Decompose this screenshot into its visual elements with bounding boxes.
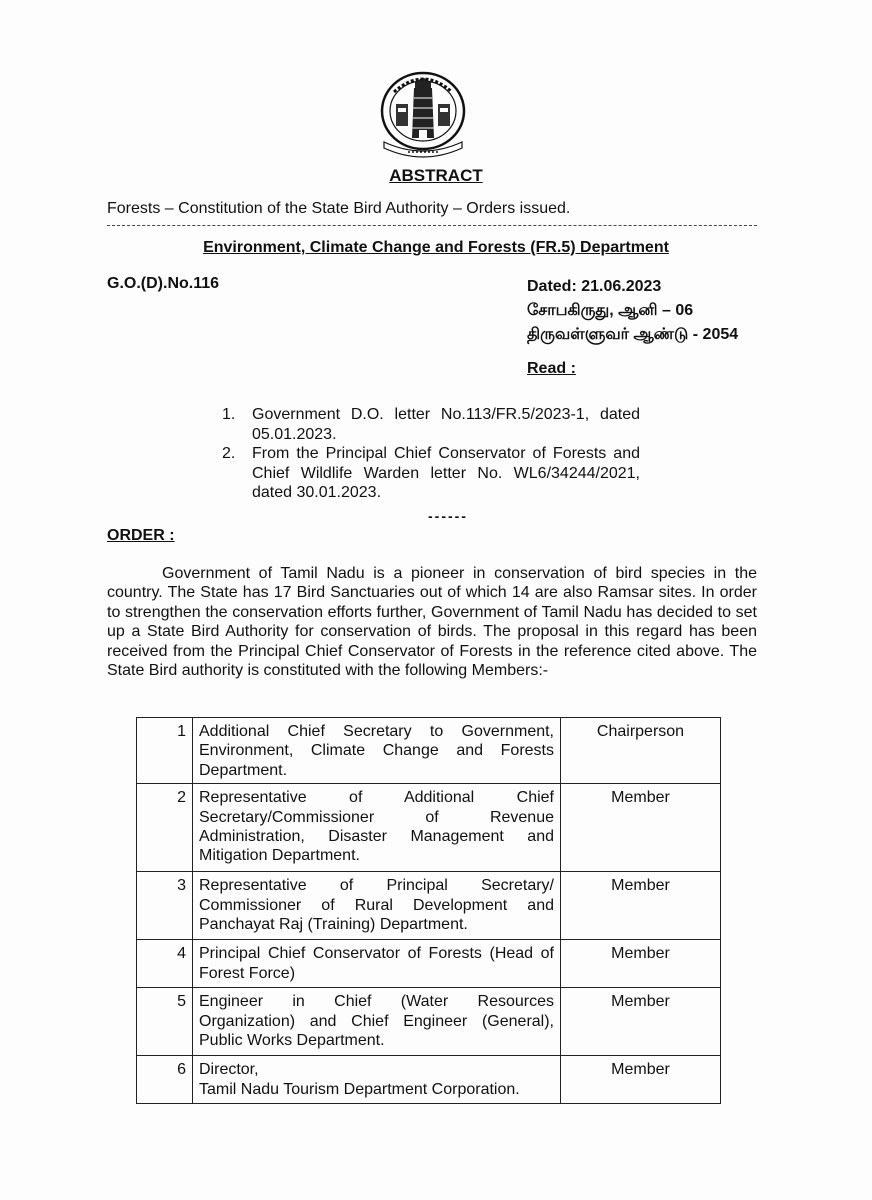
reference-number: 1. xyxy=(222,406,236,423)
member-number: 3 xyxy=(137,872,193,940)
reference-list xyxy=(222,405,640,503)
member-description-line: Director, xyxy=(199,1061,259,1079)
abstract-heading: ABSTRACT xyxy=(389,166,483,185)
table-row xyxy=(137,988,721,1056)
member-description xyxy=(193,1056,561,1104)
member-number: 5 xyxy=(137,988,193,1056)
date-block xyxy=(527,275,738,347)
member-number: 4 xyxy=(137,940,193,988)
member-description: Additional Chief Secretary to Government, Environment, Climate Change and Forests Department. xyxy=(193,718,561,784)
dashed-divider xyxy=(107,225,757,226)
table-row xyxy=(137,784,721,872)
member-number: 2 xyxy=(137,784,193,872)
member-role: Member xyxy=(561,940,721,988)
member-role: Member xyxy=(561,784,721,872)
member-number: 1 xyxy=(137,718,193,784)
read-label: Read : xyxy=(527,360,576,377)
member-number: 6 xyxy=(137,1056,193,1104)
member-description: Principal Chief Conservator of Forests (Head of Forest Force) xyxy=(193,940,561,988)
reference-item xyxy=(222,444,640,503)
reference-text: Government D.O. letter No.113/FR.5/2023-1, dated 05.01.2023. xyxy=(252,406,640,443)
reference-number: 2. xyxy=(222,445,236,462)
member-description: Representative of Principal Secretary/ Commissioner of Rural Development and Panchayat Raj (Training) Department. xyxy=(193,872,561,940)
member-role: Chairperson xyxy=(561,718,721,784)
order-paragraph: Government of Tamil Nadu is a pioneer in conservation of bird species in the country. The State has 17 Bird Sanctuaries out of which 14 are also Ramsar sites. In order to strengthen the conservation efforts further, Government of Tamil Nadu has decided to set up a State Bird Authority for conservation of birds. The proposal in this regard has been received from the Principal Chief Conservator of Forests in the reference cited above. The State Bird authority is constituted with the following Members:- xyxy=(107,565,757,680)
member-description-line: Tamil Nadu Tourism Department Corporation. xyxy=(199,1080,520,1098)
member-role: Member xyxy=(561,1056,721,1104)
order-label: ORDER : xyxy=(107,527,175,544)
department-heading: Environment, Climate Change and Forests (FR.5) Department xyxy=(203,239,669,256)
reference-separator: ------ xyxy=(428,508,468,524)
member-description: Representative of Additional Chief Secretary/Commissioner of Revenue Administration, Disaster Management and Mitigation Department. xyxy=(193,784,561,872)
member-description: Engineer in Chief (Water Resources Organization) and Chief Engineer (General), Public Works Department. xyxy=(193,988,561,1056)
member-role: Member xyxy=(561,988,721,1056)
member-role: Member xyxy=(561,872,721,940)
tamil-year: திருவள்ளுவர் ஆண்டு - 2054 xyxy=(527,326,739,343)
members-table xyxy=(136,717,721,1104)
table-row xyxy=(137,718,721,784)
table-row xyxy=(137,940,721,988)
tamil-date: சோபகிருது, ஆனி – 06 xyxy=(527,302,694,319)
tamil-nadu-emblem-icon xyxy=(368,68,478,162)
go-number: G.O.(D).No.116 xyxy=(107,275,220,292)
subject-line: Forests – Constitution of the State Bird Authority – Orders issued. xyxy=(107,200,571,217)
dated: Dated: 21.06.2023 xyxy=(527,278,662,295)
table-row xyxy=(137,872,721,940)
reference-text: From the Principal Chief Conservator of Forests and Chief Wildlife Warden letter No. WL6/34244/2021, dated 30.01.2023. xyxy=(252,445,640,501)
table-row xyxy=(137,1056,721,1104)
reference-item xyxy=(222,405,640,444)
